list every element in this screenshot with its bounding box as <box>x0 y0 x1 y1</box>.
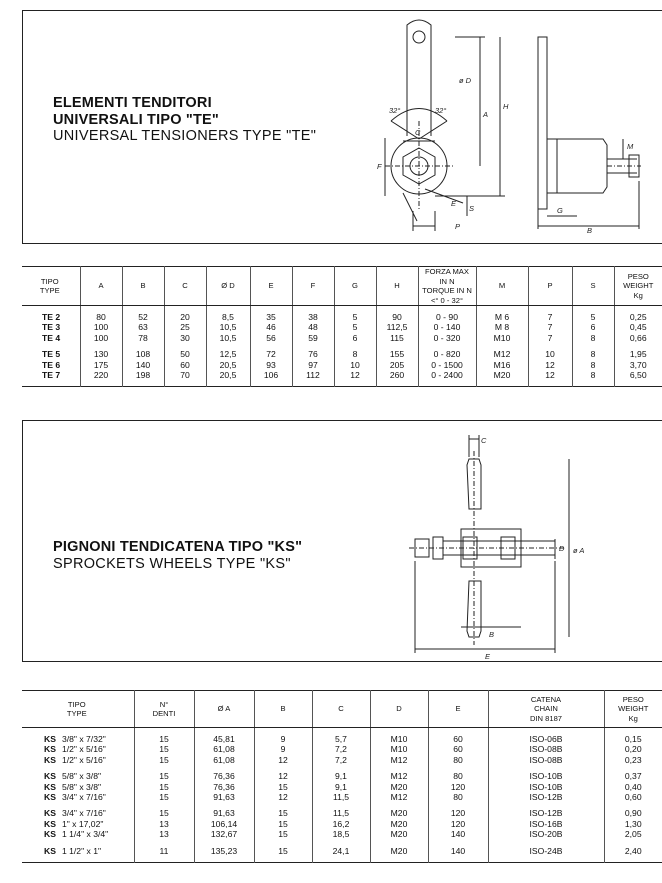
te-table-cell: 0 - 2400 <box>418 370 476 380</box>
te-table-header-cell: TIPO TYPE <box>22 267 80 306</box>
te-table-header-cell: P <box>528 267 572 306</box>
ks-table-cell: 7,2 <box>312 744 370 754</box>
te-table-bottom-padding <box>22 380 662 387</box>
te-section <box>22 10 662 244</box>
te-dim-label-g: G <box>557 206 563 215</box>
te-table-cell: 10 <box>334 360 376 370</box>
ks-table-pad-cell <box>134 856 194 863</box>
te-table-row <box>22 360 662 370</box>
te-dim-label-m: M <box>627 142 634 151</box>
te-table-cell: M 8 <box>476 322 528 332</box>
ks-table-cell: ISO-06B <box>488 728 604 745</box>
te-table-cell: 8 <box>334 349 376 359</box>
te-table-pad-cell <box>334 380 376 387</box>
ks-table-cell: 11,5 <box>312 808 370 818</box>
te-table-cell: M16 <box>476 360 528 370</box>
ks-table-cell: 0,60 <box>604 792 662 802</box>
te-dim-label-angle-1: 32° <box>389 106 401 115</box>
te-table-cell: 30 <box>164 333 206 343</box>
te-table-cell: 115 <box>376 333 418 343</box>
ks-table-cell: 80 <box>428 755 488 765</box>
ks-type-size: 3/4" x 7/16" <box>61 792 106 803</box>
te-spec-table <box>22 266 662 387</box>
te-table-header-cell: FORZA MAX IN N TORQUE IN N <° 0 - 32° <box>418 267 476 306</box>
ks-table-cell: 15 <box>134 782 194 792</box>
ks-table-cell: 9,1 <box>312 782 370 792</box>
ks-table-cell: 120 <box>428 782 488 792</box>
ks-table-cell: 80 <box>428 792 488 802</box>
te-table-cell: 20,5 <box>206 370 250 380</box>
ks-type-cell <box>22 744 134 754</box>
te-table-cell: 0,66 <box>614 333 662 343</box>
ks-table-cell: M12 <box>370 755 428 765</box>
ks-table-cell: 132,67 <box>194 829 254 839</box>
ks-table-cell: 24,1 <box>312 846 370 856</box>
te-dim-label-p: P <box>455 222 461 231</box>
te-table-header-cell: H <box>376 267 418 306</box>
ks-table-cell: 15 <box>134 808 194 818</box>
te-table-pad-cell <box>22 380 80 387</box>
te-table-cell: 0 - 90 <box>418 306 476 323</box>
te-table-header-cell: Ø D <box>206 267 250 306</box>
ks-table-cell: 13 <box>134 819 194 829</box>
ks-table-header-cell: CATENA CHAIN DIN 8187 <box>488 691 604 728</box>
te-table-cell: 80 <box>80 306 122 323</box>
ks-table-cell: M12 <box>370 792 428 802</box>
te-table-cell: 35 <box>250 306 292 323</box>
te-table-cell: 260 <box>376 370 418 380</box>
te-table-cell: 10,5 <box>206 333 250 343</box>
te-table-pad-cell <box>206 380 250 387</box>
ks-type-size: 3/8" x 7/32" <box>61 734 106 744</box>
ks-table-cell: ISO-16B <box>488 819 604 829</box>
ks-table-pad-cell <box>254 856 312 863</box>
te-table-cell: 78 <box>122 333 164 343</box>
te-table-cell: 10,5 <box>206 322 250 332</box>
ks-table-cell: 61,08 <box>194 744 254 754</box>
te-table-cell: 48 <box>292 322 334 332</box>
ks-table-cell: ISO-10B <box>488 771 604 781</box>
te-table-pad-cell <box>164 380 206 387</box>
ks-table-pad-cell <box>370 856 428 863</box>
te-title-it-1: ELEMENTI TENDITORI <box>53 95 212 111</box>
ks-table-cell: ISO-12B <box>488 792 604 802</box>
te-table-cell: 46 <box>250 322 292 332</box>
ks-type-code: KS <box>44 792 56 803</box>
te-table-header-cell: M <box>476 267 528 306</box>
te-table-pad-cell <box>292 380 334 387</box>
ks-table-cell: 12 <box>254 755 312 765</box>
ks-table-row <box>22 808 662 818</box>
ks-table-header-cell: B <box>254 691 312 728</box>
te-table-cell: 108 <box>122 349 164 359</box>
te-table-cell: 76 <box>292 349 334 359</box>
te-dim-label-h: H <box>503 102 509 111</box>
ks-table-cell: M20 <box>370 846 428 856</box>
te-table-row <box>22 306 662 323</box>
ks-table-cell: 9,1 <box>312 771 370 781</box>
te-table-cell: 112,5 <box>376 322 418 332</box>
te-table-cell: 6,50 <box>614 370 662 380</box>
ks-type-cell <box>22 829 134 839</box>
ks-type-code: KS <box>44 808 56 819</box>
ks-dim-label-e: E <box>485 652 491 661</box>
ks-table-cell: 2,05 <box>604 829 662 839</box>
ks-title-en: SPROCKETS WHEELS TYPE "KS" <box>53 555 291 572</box>
te-table-cell: 106 <box>250 370 292 380</box>
ks-table-cell: 0,40 <box>604 782 662 792</box>
te-table-cell: 38 <box>292 306 334 323</box>
ks-table-cell: 15 <box>254 819 312 829</box>
te-table-header-cell: E <box>250 267 292 306</box>
ks-table-row <box>22 755 662 765</box>
ks-table-cell: 120 <box>428 819 488 829</box>
te-table-cell: 60 <box>164 360 206 370</box>
ks-table-header-cell: N° DENTI <box>134 691 194 728</box>
ks-table-row <box>22 782 662 792</box>
te-table-cell: 70 <box>164 370 206 380</box>
ks-table-cell: ISO-12B <box>488 808 604 818</box>
te-table-cell: 8 <box>572 349 614 359</box>
te-type-cell: TE 3 <box>42 322 61 333</box>
te-table-pad-cell <box>476 380 528 387</box>
ks-type-code: KS <box>44 754 56 765</box>
te-technical-drawing <box>355 21 641 236</box>
ks-table-pad-cell <box>312 856 370 863</box>
te-table-pad-cell <box>376 380 418 387</box>
ks-table-cell: 7,2 <box>312 755 370 765</box>
ks-table-cell: 13 <box>134 829 194 839</box>
te-table-cell: 20,5 <box>206 360 250 370</box>
ks-table-cell: 15 <box>254 808 312 818</box>
ks-table-cell: 11 <box>134 846 194 856</box>
te-table-header-cell: PESO WEIGHT Kg <box>614 267 662 306</box>
te-dim-label-e: E <box>451 199 457 208</box>
ks-table-pad-cell <box>488 856 604 863</box>
ks-type-cell <box>22 846 134 856</box>
te-table-header-cell: A <box>80 267 122 306</box>
te-table-header-cell: C <box>164 267 206 306</box>
ks-table-cell: 2,40 <box>604 846 662 856</box>
te-table-cell: 0,25 <box>614 306 662 323</box>
te-table-cell: 175 <box>80 360 122 370</box>
te-table-pad-cell <box>528 380 572 387</box>
te-table-row <box>22 333 662 343</box>
ks-type-size: 3/4" x 7/16" <box>61 808 106 819</box>
te-table-cell: 130 <box>80 349 122 359</box>
ks-table-cell: 76,36 <box>194 782 254 792</box>
ks-type-code: KS <box>44 781 56 792</box>
ks-table-cell: M20 <box>370 819 428 829</box>
te-type-cell: TE 4 <box>42 332 61 343</box>
te-table-cell: 112 <box>292 370 334 380</box>
ks-table-cell: 80 <box>428 771 488 781</box>
te-table-pad-cell <box>572 380 614 387</box>
ks-table-cell: M20 <box>370 808 428 818</box>
te-dim-label-f: F <box>377 162 382 171</box>
te-table-cell: 140 <box>122 360 164 370</box>
te-type-cell: TE 5 <box>42 349 61 360</box>
te-table-cell: 6 <box>572 322 614 332</box>
ks-type-size: 5/8" x 3/8" <box>61 771 102 782</box>
ks-table-header-cell: TIPO TYPE <box>22 691 134 728</box>
ks-table-cell: 15 <box>254 782 312 792</box>
te-heading <box>53 95 316 145</box>
ks-table-cell: 12 <box>254 792 312 802</box>
ks-table-cell: 0,37 <box>604 771 662 781</box>
ks-table-cell: 140 <box>428 829 488 839</box>
te-type-cell: TE 2 <box>42 312 61 322</box>
ks-table-cell: 106,14 <box>194 819 254 829</box>
te-table-row <box>22 370 662 380</box>
ks-table-header-cell: Ø A <box>194 691 254 728</box>
te-table-cell: 12 <box>334 370 376 380</box>
te-table-cell: 7 <box>528 306 572 323</box>
te-table-cell: 72 <box>250 349 292 359</box>
ks-table-cell: M20 <box>370 829 428 839</box>
ks-table-cell: 11,5 <box>312 792 370 802</box>
ks-type-size: 1/2" x 5/16" <box>61 754 106 765</box>
te-table-pad-cell <box>80 380 122 387</box>
te-table-cell: 63 <box>122 322 164 332</box>
te-table-cell: 100 <box>80 333 122 343</box>
te-table-cell: M10 <box>476 333 528 343</box>
ks-table-cell: M20 <box>370 782 428 792</box>
ks-table-row <box>22 744 662 754</box>
te-dim-label-b: B <box>587 226 593 235</box>
ks-table-pad-cell <box>604 856 662 863</box>
te-table-cell: M20 <box>476 370 528 380</box>
ks-type-code: KS <box>44 771 56 782</box>
te-table-cell: 8 <box>572 333 614 343</box>
ks-table-cell: 15 <box>134 728 194 745</box>
te-dim-label-s: S <box>469 204 475 213</box>
te-table-cell: 25 <box>164 322 206 332</box>
ks-table-cell: 9 <box>254 728 312 745</box>
ks-dim-label-a: ø A <box>573 546 585 555</box>
te-type-cell: TE 7 <box>42 370 61 381</box>
te-table-cell: 0 - 820 <box>418 349 476 359</box>
ks-title-it: PIGNONI TENDICATENA TIPO "KS" <box>53 539 303 555</box>
ks-table-cell: 0,15 <box>604 728 662 745</box>
ks-table-cell: 140 <box>428 846 488 856</box>
te-table-cell: 8 <box>572 360 614 370</box>
ks-table-cell: 60 <box>428 728 488 745</box>
ks-spec-table <box>22 690 662 863</box>
ks-table-cell: ISO-20B <box>488 829 604 839</box>
ks-type-code: KS <box>44 818 56 829</box>
te-type-cell: TE 6 <box>42 359 61 370</box>
te-table-row <box>22 322 662 332</box>
te-table-cell: 220 <box>80 370 122 380</box>
ks-table-header-cell: C <box>312 691 370 728</box>
te-table-cell: 93 <box>250 360 292 370</box>
te-table-cell: 52 <box>122 306 164 323</box>
te-table-cell: 7 <box>528 333 572 343</box>
ks-table-cell: 0,23 <box>604 755 662 765</box>
ks-heading <box>53 539 302 572</box>
ks-table-cell: 45,81 <box>194 728 254 745</box>
te-table-cell: 5 <box>334 322 376 332</box>
ks-table-bottom-padding <box>22 856 662 863</box>
te-table-cell: 1,95 <box>614 349 662 359</box>
ks-type-size: 1/2" x 5/16" <box>61 744 106 755</box>
ks-table-row <box>22 819 662 829</box>
te-table-cell: 8 <box>572 370 614 380</box>
ks-type-cell <box>22 782 134 792</box>
ks-type-code: KS <box>44 734 56 744</box>
ks-table-cell: M10 <box>370 728 428 745</box>
ks-table-cell: 15 <box>134 744 194 754</box>
ks-table-cell: 16,2 <box>312 819 370 829</box>
ks-table-cell: 76,36 <box>194 771 254 781</box>
te-table-pad-cell <box>122 380 164 387</box>
te-title-en: UNIVERSAL TENSIONERS TYPE "TE" <box>53 128 317 145</box>
ks-type-cell <box>22 808 134 818</box>
te-dim-label-c: C <box>415 128 421 137</box>
te-title-it-2: UNIVERSALI TIPO "TE" <box>53 111 219 128</box>
ks-table-cell: 91,63 <box>194 792 254 802</box>
ks-table-pad-cell <box>194 856 254 863</box>
te-table-pad-cell <box>418 380 476 387</box>
ks-type-cell <box>22 819 134 829</box>
te-table-cell: 100 <box>80 322 122 332</box>
ks-dim-label-d: D <box>559 544 565 553</box>
te-table-cell: 97 <box>292 360 334 370</box>
ks-table-pad-cell <box>22 856 134 863</box>
te-table-cell: 155 <box>376 349 418 359</box>
ks-table-cell: 135,23 <box>194 846 254 856</box>
te-dim-label-a: A <box>483 110 489 119</box>
te-table-cell: 7 <box>528 322 572 332</box>
ks-technical-drawing <box>405 431 587 661</box>
te-table-cell: 6 <box>334 333 376 343</box>
ks-table-pad-cell <box>428 856 488 863</box>
ks-table-cell: M10 <box>370 744 428 754</box>
ks-table-cell: ISO-24B <box>488 846 604 856</box>
te-table-cell: 0 - 320 <box>418 333 476 343</box>
ks-type-size: 5/8" x 3/8" <box>61 781 102 792</box>
te-table-pad-cell <box>250 380 292 387</box>
ks-table-cell: 9 <box>254 744 312 754</box>
ks-type-size: 1 1/4" x 3/4" <box>61 829 109 840</box>
te-table-cell: 8,5 <box>206 306 250 323</box>
te-table-cell: 90 <box>376 306 418 323</box>
ks-table-header-cell: E <box>428 691 488 728</box>
ks-type-size: 1 1/2" x 1" <box>61 845 102 856</box>
te-table-cell: 0,45 <box>614 322 662 332</box>
ks-table-cell: 15 <box>254 846 312 856</box>
ks-type-cell <box>22 728 134 745</box>
te-table-cell: M12 <box>476 349 528 359</box>
ks-table-cell: 1,30 <box>604 819 662 829</box>
ks-dim-label-b: B <box>489 630 495 639</box>
te-table-row <box>22 349 662 359</box>
te-table-header-cell: S <box>572 267 614 306</box>
ks-table-cell: 0,20 <box>604 744 662 754</box>
ks-type-code: KS <box>44 744 56 755</box>
te-table-header-cell: B <box>122 267 164 306</box>
ks-type-cell <box>22 771 134 781</box>
te-table-cell: 12,5 <box>206 349 250 359</box>
te-table-cell: 5 <box>334 306 376 323</box>
ks-table-cell: 91,63 <box>194 808 254 818</box>
te-table-cell: 205 <box>376 360 418 370</box>
ks-table-cell: 15 <box>134 792 194 802</box>
ks-table-row <box>22 771 662 781</box>
ks-table-cell: ISO-08B <box>488 744 604 754</box>
te-table-cell: M 6 <box>476 306 528 323</box>
ks-dim-label-c: C <box>481 436 487 445</box>
ks-table-cell: 12 <box>254 771 312 781</box>
ks-type-cell <box>22 792 134 802</box>
ks-section <box>22 420 662 662</box>
te-dim-label-d: ø D <box>459 76 472 85</box>
ks-table-cell: 15 <box>134 771 194 781</box>
ks-table-cell: 60 <box>428 744 488 754</box>
ks-type-code: KS <box>44 829 56 840</box>
te-table-cell: 12 <box>528 370 572 380</box>
te-dim-label-angle-2: 32° <box>435 106 447 115</box>
te-table-cell: 59 <box>292 333 334 343</box>
te-table-cell: 0 - 1500 <box>418 360 476 370</box>
ks-table-cell: 5,7 <box>312 728 370 745</box>
ks-table-row <box>22 829 662 839</box>
te-table-cell: 12 <box>528 360 572 370</box>
ks-table-header-cell: D <box>370 691 428 728</box>
te-table-header-cell: F <box>292 267 334 306</box>
te-table-cell: 10 <box>528 349 572 359</box>
te-table-pad-cell <box>614 380 662 387</box>
te-table-cell: 198 <box>122 370 164 380</box>
ks-table-row <box>22 846 662 856</box>
te-table-cell: 0 - 140 <box>418 322 476 332</box>
ks-table-cell: ISO-08B <box>488 755 604 765</box>
ks-table-cell: 15 <box>254 829 312 839</box>
ks-table-cell: 61,08 <box>194 755 254 765</box>
te-table-header-cell: G <box>334 267 376 306</box>
ks-type-cell <box>22 755 134 765</box>
ks-table-cell: M12 <box>370 771 428 781</box>
ks-table-row <box>22 728 662 745</box>
te-table-cell: 50 <box>164 349 206 359</box>
ks-table-header-row <box>22 691 662 728</box>
te-table-cell: 20 <box>164 306 206 323</box>
te-table-cell: 5 <box>572 306 614 323</box>
ks-type-size: 1" x 17,02" <box>61 818 104 829</box>
ks-table-row <box>22 792 662 802</box>
ks-table-cell: 120 <box>428 808 488 818</box>
ks-table-cell: ISO-10B <box>488 782 604 792</box>
ks-table-cell: 18,5 <box>312 829 370 839</box>
ks-type-code: KS <box>44 845 56 856</box>
te-table-header-row <box>22 267 662 306</box>
ks-table-header-cell: PESO WEIGHT Kg <box>604 691 662 728</box>
ks-table-cell: 15 <box>134 755 194 765</box>
te-table-cell: 56 <box>250 333 292 343</box>
ks-table-cell: 0,90 <box>604 808 662 818</box>
te-table-cell: 3,70 <box>614 360 662 370</box>
